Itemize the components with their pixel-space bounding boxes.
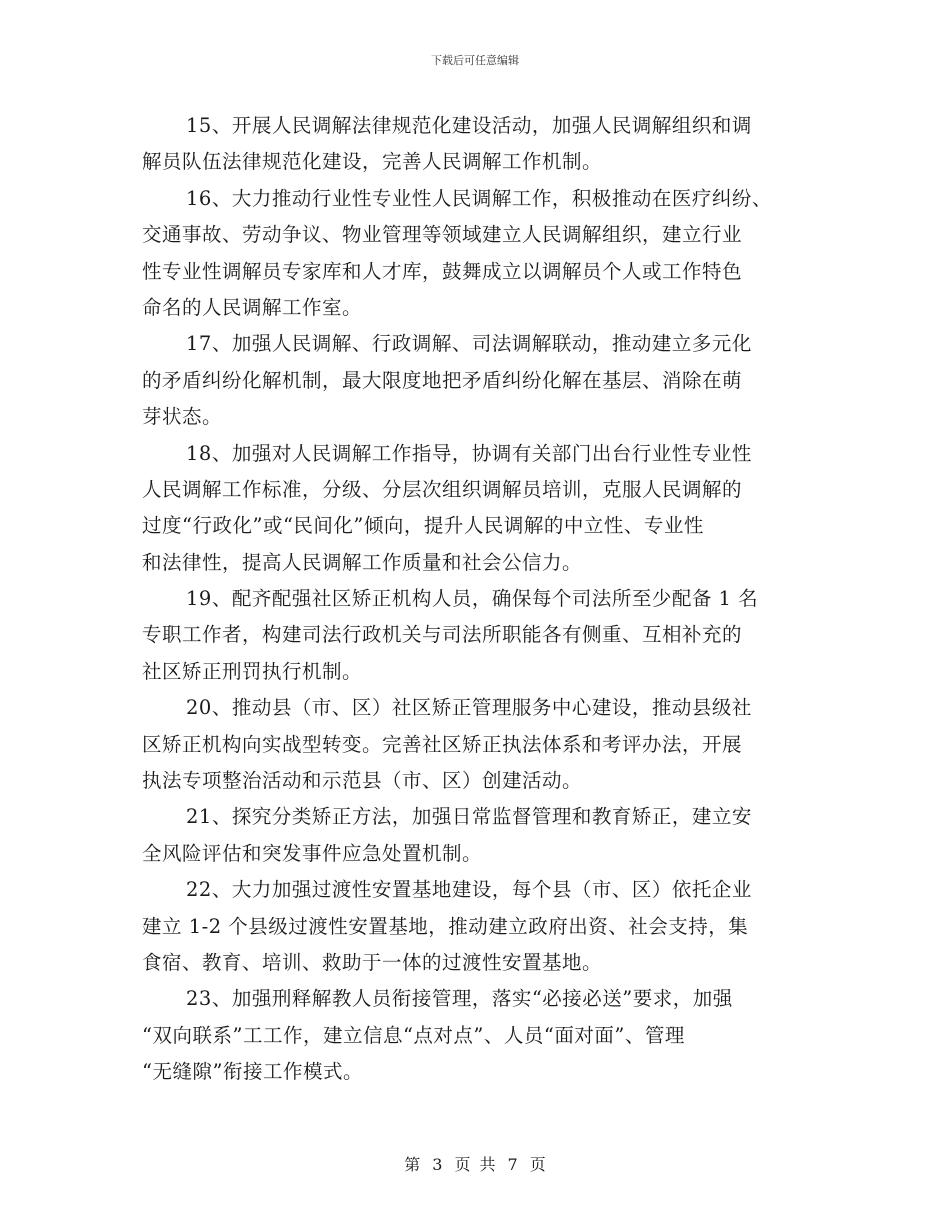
total-pages-number: 7 <box>507 1155 518 1174</box>
paragraph-line: 食宿、教育、培训、救助于一体的过渡性安置基地。 <box>142 950 603 974</box>
current-page-number: 3 <box>432 1155 443 1174</box>
paragraph-line: 芽状态。 <box>142 405 223 429</box>
paragraph-line: 16、大力推动行业性专业性人民调解工作，积极推动在医疗纠纷、 <box>186 186 772 210</box>
paragraph-line: 全风险评估和突发事件应急处置机制。 <box>142 841 483 865</box>
paragraph-line: 区矫正机构向实战型转变。完善社区矫正执法体系和考评办法，开展 <box>142 732 743 756</box>
paragraph-line: 性专业性调解员专家库和人才库，鼓舞成立以调解员个人或工作特色 <box>142 259 743 283</box>
paragraph-line: “双向联系”工工作，建立信息“点对点”、人员“面对面”、管理 <box>142 1023 685 1047</box>
paragraph-line: 交通事故、劳动争议、物业管理等领域建立人民调解组织，建立行业 <box>142 223 743 247</box>
paragraph-line: 22、大力加强过渡性安置基地建设，每个县（市、区）依托企业 <box>186 878 752 902</box>
paragraph-line: 17、加强人民调解、行政调解、司法调解联动，推动建立多元化 <box>186 332 752 356</box>
paragraph-line: 19、配齐配强社区矫正机构人员，确保每个司法所至少配备 1 名 <box>186 587 759 611</box>
paragraph-line: 和法律性，提高人民调解工作质量和社会公信力。 <box>142 550 583 574</box>
paragraph-23 <box>142 981 810 1090</box>
paragraph-line: “无缝隙”衔接工作模式。 <box>142 1060 363 1084</box>
document-body <box>142 108 810 1091</box>
paragraph-line: 社区矫正刑罚执行机制。 <box>142 659 363 683</box>
paragraph-line: 23、加强刑释解教人员衔接管理，落实“必接必送”要求，加强 <box>186 987 733 1011</box>
paragraph-line: 过度“行政化”或“民间化”倾向，提升人民调解的中立性、专业性 <box>142 514 704 538</box>
footer-middle: 页 共 <box>454 1155 496 1174</box>
paragraph-21 <box>142 799 810 872</box>
paragraph-22 <box>142 872 810 981</box>
paragraph-16 <box>142 181 810 327</box>
paragraph-line: 专职工作者，构建司法行政机关与司法所职能各有侧重、互相补充的 <box>142 623 743 647</box>
paragraph-line: 执法专项整治活动和示范县（市、区）创建活动。 <box>142 769 583 793</box>
page-footer <box>0 1152 950 1175</box>
page-header: 下载后可任意编辑 <box>431 54 519 67</box>
footer-suffix: 页 <box>529 1155 546 1174</box>
paragraph-line: 命名的人民调解工作室。 <box>142 295 363 319</box>
paragraph-line: 解员队伍法律规范化建设，完善人民调解工作机制。 <box>142 150 603 174</box>
paragraph-19 <box>142 581 810 690</box>
paragraph-line: 建立 1-2 个县级过渡性安置基地，推动建立政府出资、社会支持，集 <box>142 914 749 938</box>
paragraph-line: 20、推动县（市、区）社区矫正管理服务中心建设，推动县级社 <box>186 696 752 720</box>
paragraph-17 <box>142 326 810 435</box>
paragraph-line: 21、探究分类矫正方法，加强日常监督管理和教育矫正，建立安 <box>186 805 752 829</box>
paragraph-line: 18、加强对人民调解工作指导，协调有关部门出台行业性专业性 <box>186 441 752 465</box>
paragraph-line: 人民调解工作标准，分级、分层次组织调解员培训，克服人民调解的 <box>142 477 743 501</box>
paragraph-18 <box>142 436 810 582</box>
paragraph-15 <box>142 108 810 181</box>
paragraph-line: 的矛盾纠纷化解机制，最大限度地把矛盾纠纷化解在基层、消除在萌 <box>142 368 743 392</box>
paragraph-20 <box>142 690 810 799</box>
footer-prefix: 第 <box>404 1155 421 1174</box>
paragraph-line: 15、开展人民调解法律规范化建设活动，加强人民调解组织和调 <box>186 114 752 137</box>
